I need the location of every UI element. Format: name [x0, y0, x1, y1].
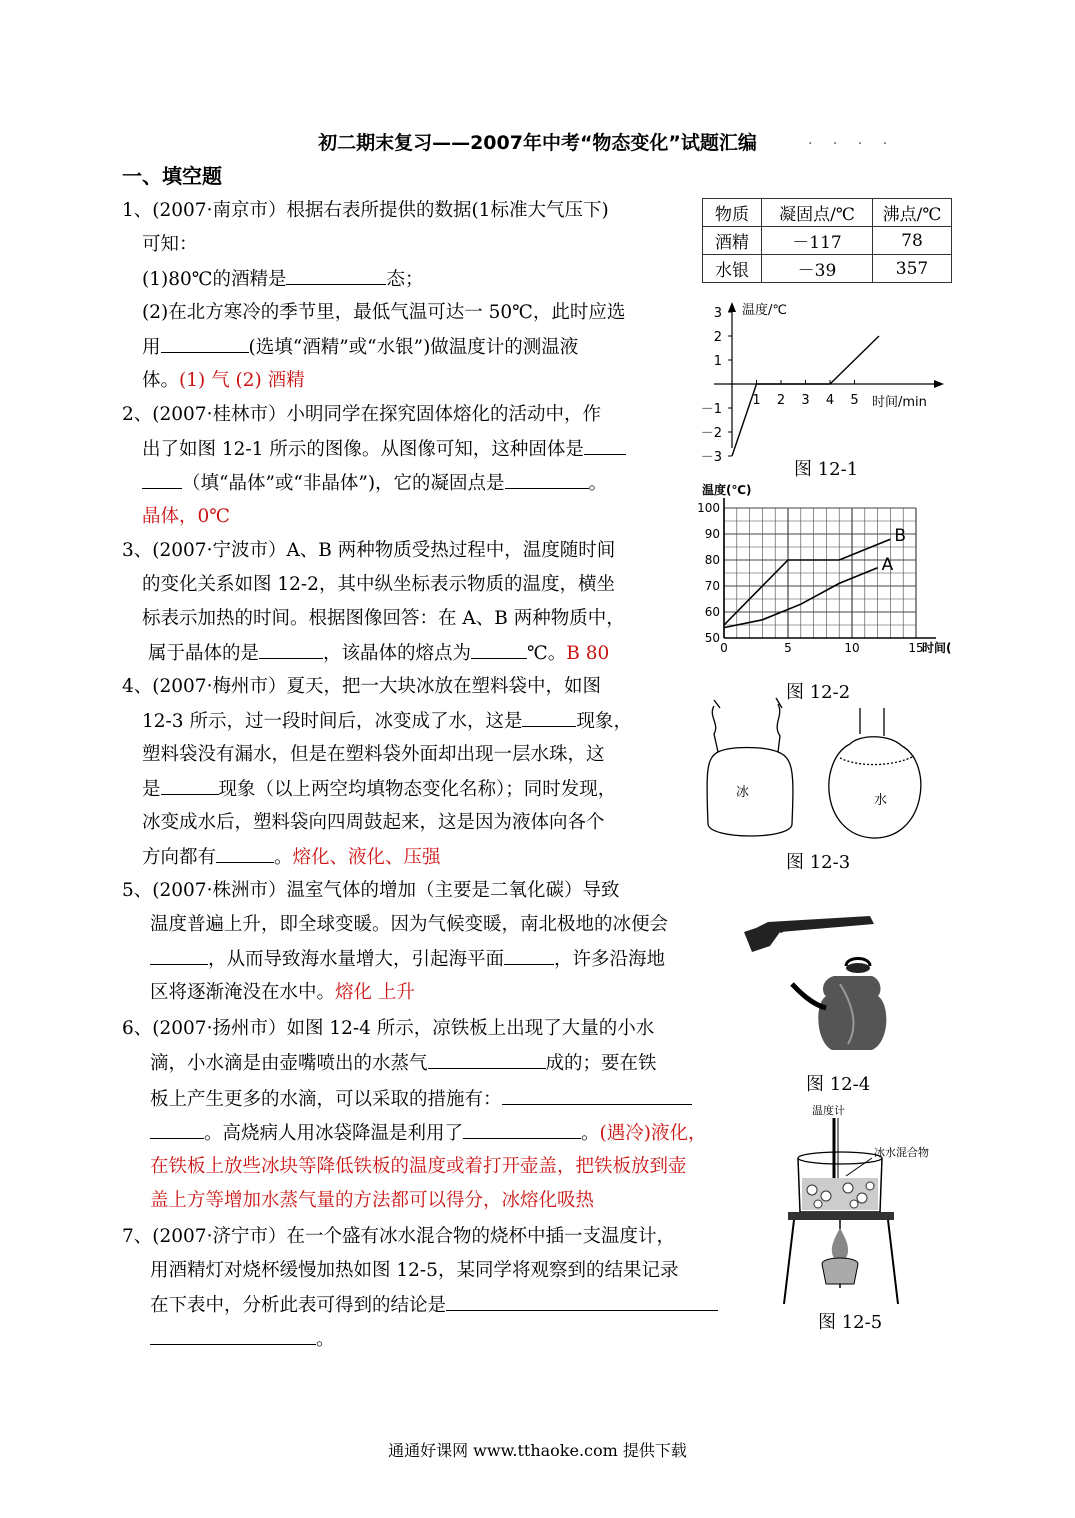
q5-text: ，从而导致海水量增大，引起海平面 [208, 949, 505, 970]
kettle-icon [744, 916, 886, 1050]
q2-text: 。 [588, 473, 608, 494]
fig5-caption: 图 12-5 [818, 1312, 883, 1333]
arrow-right-icon [934, 380, 944, 388]
q2-text: 出了如图 12-1 所示的图像。从图像可知，这种固体是 [142, 439, 584, 460]
arrow-up-icon [728, 302, 736, 312]
fig5-thermometer-label: 温度计 [812, 1104, 845, 1117]
q1-text: 态； [386, 269, 424, 290]
table-cell: －39 [762, 255, 873, 283]
q6-text: 。 [581, 1123, 600, 1144]
q6-line4 [150, 1120, 706, 1147]
table-row [703, 227, 952, 255]
answer-blank[interactable] [471, 640, 527, 659]
fig3-illustration [700, 694, 940, 844]
answer-blank[interactable] [161, 334, 249, 353]
table-header: 沸点/℃ [873, 199, 952, 227]
fig1-ytick-label: 3 [713, 306, 722, 321]
q5-line4 [150, 980, 415, 1006]
answer-blank[interactable] [522, 708, 576, 727]
q3-line1: 3、(2007·宁波市）A、B 两种物质受热过程中，温度随时间 [122, 540, 616, 561]
q2-line3 [142, 470, 607, 497]
q1-text: 用 [142, 337, 161, 358]
fig3-ice-label: 冰 [736, 785, 750, 800]
q2-text: （填“晶体”或“非晶体”)，它的凝固点是 [182, 473, 505, 494]
q1-line5 [142, 334, 578, 361]
q3-answer: B 80 [566, 643, 610, 664]
fig1-ylabel: 温度/℃ [742, 303, 787, 318]
data-table-wrap [702, 198, 952, 283]
q4-line2 [142, 708, 632, 735]
q7-line3 [150, 1292, 718, 1319]
fig1-caption: 图 12-1 [794, 459, 859, 480]
fig2-ytick-label: 90 [704, 527, 720, 541]
q1-line4: (2)在北方寒冷的季节里，最低气温可达一 50℃，此时应选 [142, 302, 626, 323]
fig2-series-label: B [894, 526, 907, 547]
answer-blank[interactable] [463, 1120, 581, 1139]
q4-text: 12-3 所示，过一段时间后，冰变成了水，这是 [142, 711, 523, 732]
answer-blank[interactable] [216, 844, 274, 863]
fig1-xtick-label: 2 [776, 393, 786, 408]
fig1-ytick-label: 2 [713, 330, 722, 345]
fig2-chart [694, 480, 964, 658]
q4-text: 是 [142, 779, 161, 800]
answer-blank[interactable] [505, 470, 589, 489]
fig2-xtick-label: 10 [844, 641, 860, 655]
q1-line1: 1、(2007·南京市）根据右表所提供的数据(1标准大气压下) [122, 200, 609, 221]
fig1-axes [714, 302, 944, 448]
q2-line2 [142, 436, 626, 463]
q4-text: 方向都有 [142, 847, 217, 868]
answer-blank[interactable] [259, 640, 323, 659]
fig5-mixture-label: 冰水混合物 [874, 1146, 929, 1159]
q1-text: (1)80℃的酒精是 [142, 269, 287, 290]
answer-blank[interactable] [150, 946, 208, 965]
section-heading: 一、填空题 [122, 164, 222, 188]
q1-text: (选填“酒精”或“水银”)做温度计的测温液 [248, 337, 579, 358]
q6-line2 [150, 1050, 657, 1077]
fig2-ytick-label: 50 [704, 631, 720, 645]
q2-answer: 晶体，0℃ [142, 506, 230, 527]
q1-line6 [142, 368, 305, 394]
fig2-ytick-label: 70 [704, 579, 720, 593]
fig1-ytick-label: －3 [700, 450, 722, 465]
q7-text: 。 [316, 1329, 335, 1350]
q4-text: 现象（以上两空均填物态变化名称）；同时发现， [218, 779, 617, 800]
table-header-row [703, 199, 952, 227]
q3-text: ，该晶体的熔点为 [323, 643, 472, 664]
table-cell: 357 [873, 255, 952, 283]
fig2-ytick-label: 100 [697, 501, 720, 515]
q3-line2: 的变化关系如图 12-2，其中纵坐标表示物质的温度，横坐 [142, 574, 615, 595]
table-header: 凝固点/℃ [762, 199, 873, 227]
answer-blank[interactable] [150, 1120, 204, 1139]
fig1-xtick-label: 4 [825, 393, 835, 408]
q5-text: ，许多沿海地 [554, 949, 666, 970]
q5-text: 区将逐渐淹没在水中。 [150, 982, 336, 1003]
fig1-xtick-label: 5 [850, 393, 859, 408]
answer-blank[interactable] [504, 946, 554, 965]
q7-line2: 用酒精灯对烧杯缓慢加热如图 12-5，某同学将观察到的结果记录 [150, 1260, 679, 1281]
answer-blank[interactable] [286, 266, 386, 285]
table-row [703, 255, 952, 283]
fig1-xlabel: 时间/min [872, 395, 927, 410]
table-cell: 酒精 [703, 227, 762, 255]
q5-answer: 熔化 上升 [335, 982, 415, 1003]
q1-text: 体。 [142, 370, 180, 391]
data-table [702, 198, 952, 283]
q6-line1: 6、(2007·扬州市）如图 12-4 所示，凉铁板上出现了大量的小水 [122, 1018, 655, 1039]
q3-text: ℃。 [527, 643, 567, 664]
answer-blank[interactable] [584, 436, 626, 455]
answer-blank[interactable] [428, 1050, 546, 1069]
fig2-xtick-label: 15 [908, 641, 924, 655]
table-header: 物质 [703, 199, 762, 227]
q1-answer: (1) 气 (2) 酒精 [179, 370, 305, 391]
answer-blank[interactable] [161, 776, 219, 795]
answer-blank[interactable] [150, 1326, 316, 1345]
q6-answer-line3: 盖上方等增加水蒸气量的方法都可以得分，冰熔化吸热 [150, 1190, 595, 1211]
fig1-xtick-label: 3 [801, 393, 810, 408]
q3-text: 属于晶体的是 [148, 643, 260, 664]
fig2-xtick-label: 5 [784, 641, 792, 655]
q5-line1: 5、(2007·株洲市）温室气体的增加（主要是二氧化碳）导致 [122, 880, 620, 901]
fig2-xtick-label: 0 [720, 641, 728, 655]
title-dots: . . . . [808, 132, 896, 148]
q4-text: 现象， [576, 711, 632, 732]
q6-answer-line2: 在铁板上放些冰块等降低铁板的温度或着打开壶盖，把铁板放到壶 [150, 1156, 687, 1177]
q6-answer: (遇冷)液化， [599, 1123, 707, 1144]
q6-text: 。高烧病人用冰袋降温是利用了 [204, 1123, 464, 1144]
fig2-ytick-label: 60 [704, 605, 720, 619]
fig1-xtick-label: 1 [752, 393, 761, 408]
fig3-caption: 图 12-3 [786, 852, 851, 873]
ice-bag-icon [707, 698, 793, 836]
q1-line2: 可知： [142, 234, 198, 255]
answer-blank[interactable] [502, 1086, 692, 1105]
q6-text: 滴，小水滴是由壶嘴喷出的水蒸气 [150, 1053, 428, 1074]
q6-text: 板上产生更多的水滴，可以采取的措施有： [150, 1089, 502, 1110]
q4-answer: 熔化、液化、压强 [292, 847, 441, 868]
page-title: 初二期末复习——2007年中考“物态变化”试题汇编 [318, 132, 757, 154]
q4-text: 。 [274, 847, 293, 868]
q3-line3: 标表示加热的时间。根据图像回答：在 A、B 两种物质中， [142, 608, 625, 629]
fig2-ylabel: 温度(℃) [702, 483, 752, 497]
fig2-ytick-label: 80 [704, 553, 720, 567]
fig1-chart [700, 298, 970, 465]
table-cell: －117 [762, 227, 873, 255]
fig2-series-label: A [881, 554, 894, 575]
q7-text: 在下表中，分析此表可得到的结论是 [150, 1295, 447, 1316]
q4-line4 [142, 776, 616, 803]
fig1-ytick-label: －1 [700, 402, 722, 417]
q3-line4 [148, 640, 609, 667]
q6-text: 成的；要在铁 [545, 1053, 657, 1074]
fig1-ytick-label: －2 [700, 426, 722, 441]
footer-text: 通通好课网 www.tthaoke.com 提供下载 [388, 1441, 687, 1460]
q1-line3 [142, 266, 423, 293]
fig2-caption: 图 12-2 [786, 682, 851, 703]
q5-line2: 温度普遍上升，即全球变暖。因为气候变暖，南北极地的冰便会 [150, 914, 669, 935]
fig3-water-label: 水 [874, 793, 888, 808]
q5-line3 [150, 946, 665, 973]
q4-line3: 塑料袋没有漏水，但是在塑料袋外面却出现一层水珠，这 [142, 744, 605, 765]
q4-line1: 4、(2007·梅州市）夏天，把一大块冰放在塑料袋中，如图 [122, 676, 601, 697]
water-bag-icon [829, 708, 921, 838]
fig5-illustration [774, 1098, 964, 1306]
q7-line4 [150, 1326, 335, 1353]
q4-line6 [142, 844, 441, 871]
table-cell: 水银 [703, 255, 762, 283]
fig2-xlabel: 时间( [922, 641, 952, 655]
fig4-illustration [740, 904, 880, 1070]
q2-line1: 2、(2007·桂林市）小明同学在探究固体熔化的活动中，作 [122, 404, 601, 425]
q7-line1: 7、(2007·济宁市）在一个盛有冰水混合物的烧杯中插一支温度计， [122, 1226, 675, 1247]
answer-blank[interactable] [142, 470, 182, 489]
q6-line3 [150, 1086, 692, 1113]
q4-line5: 冰变成水后，塑料袋向四周鼓起来，这是因为液体向各个 [142, 812, 605, 833]
table-cell: 78 [873, 227, 952, 255]
answer-blank[interactable] [446, 1292, 718, 1311]
fig1-ytick-label: 1 [713, 354, 722, 369]
fig4-caption: 图 12-4 [806, 1074, 871, 1095]
